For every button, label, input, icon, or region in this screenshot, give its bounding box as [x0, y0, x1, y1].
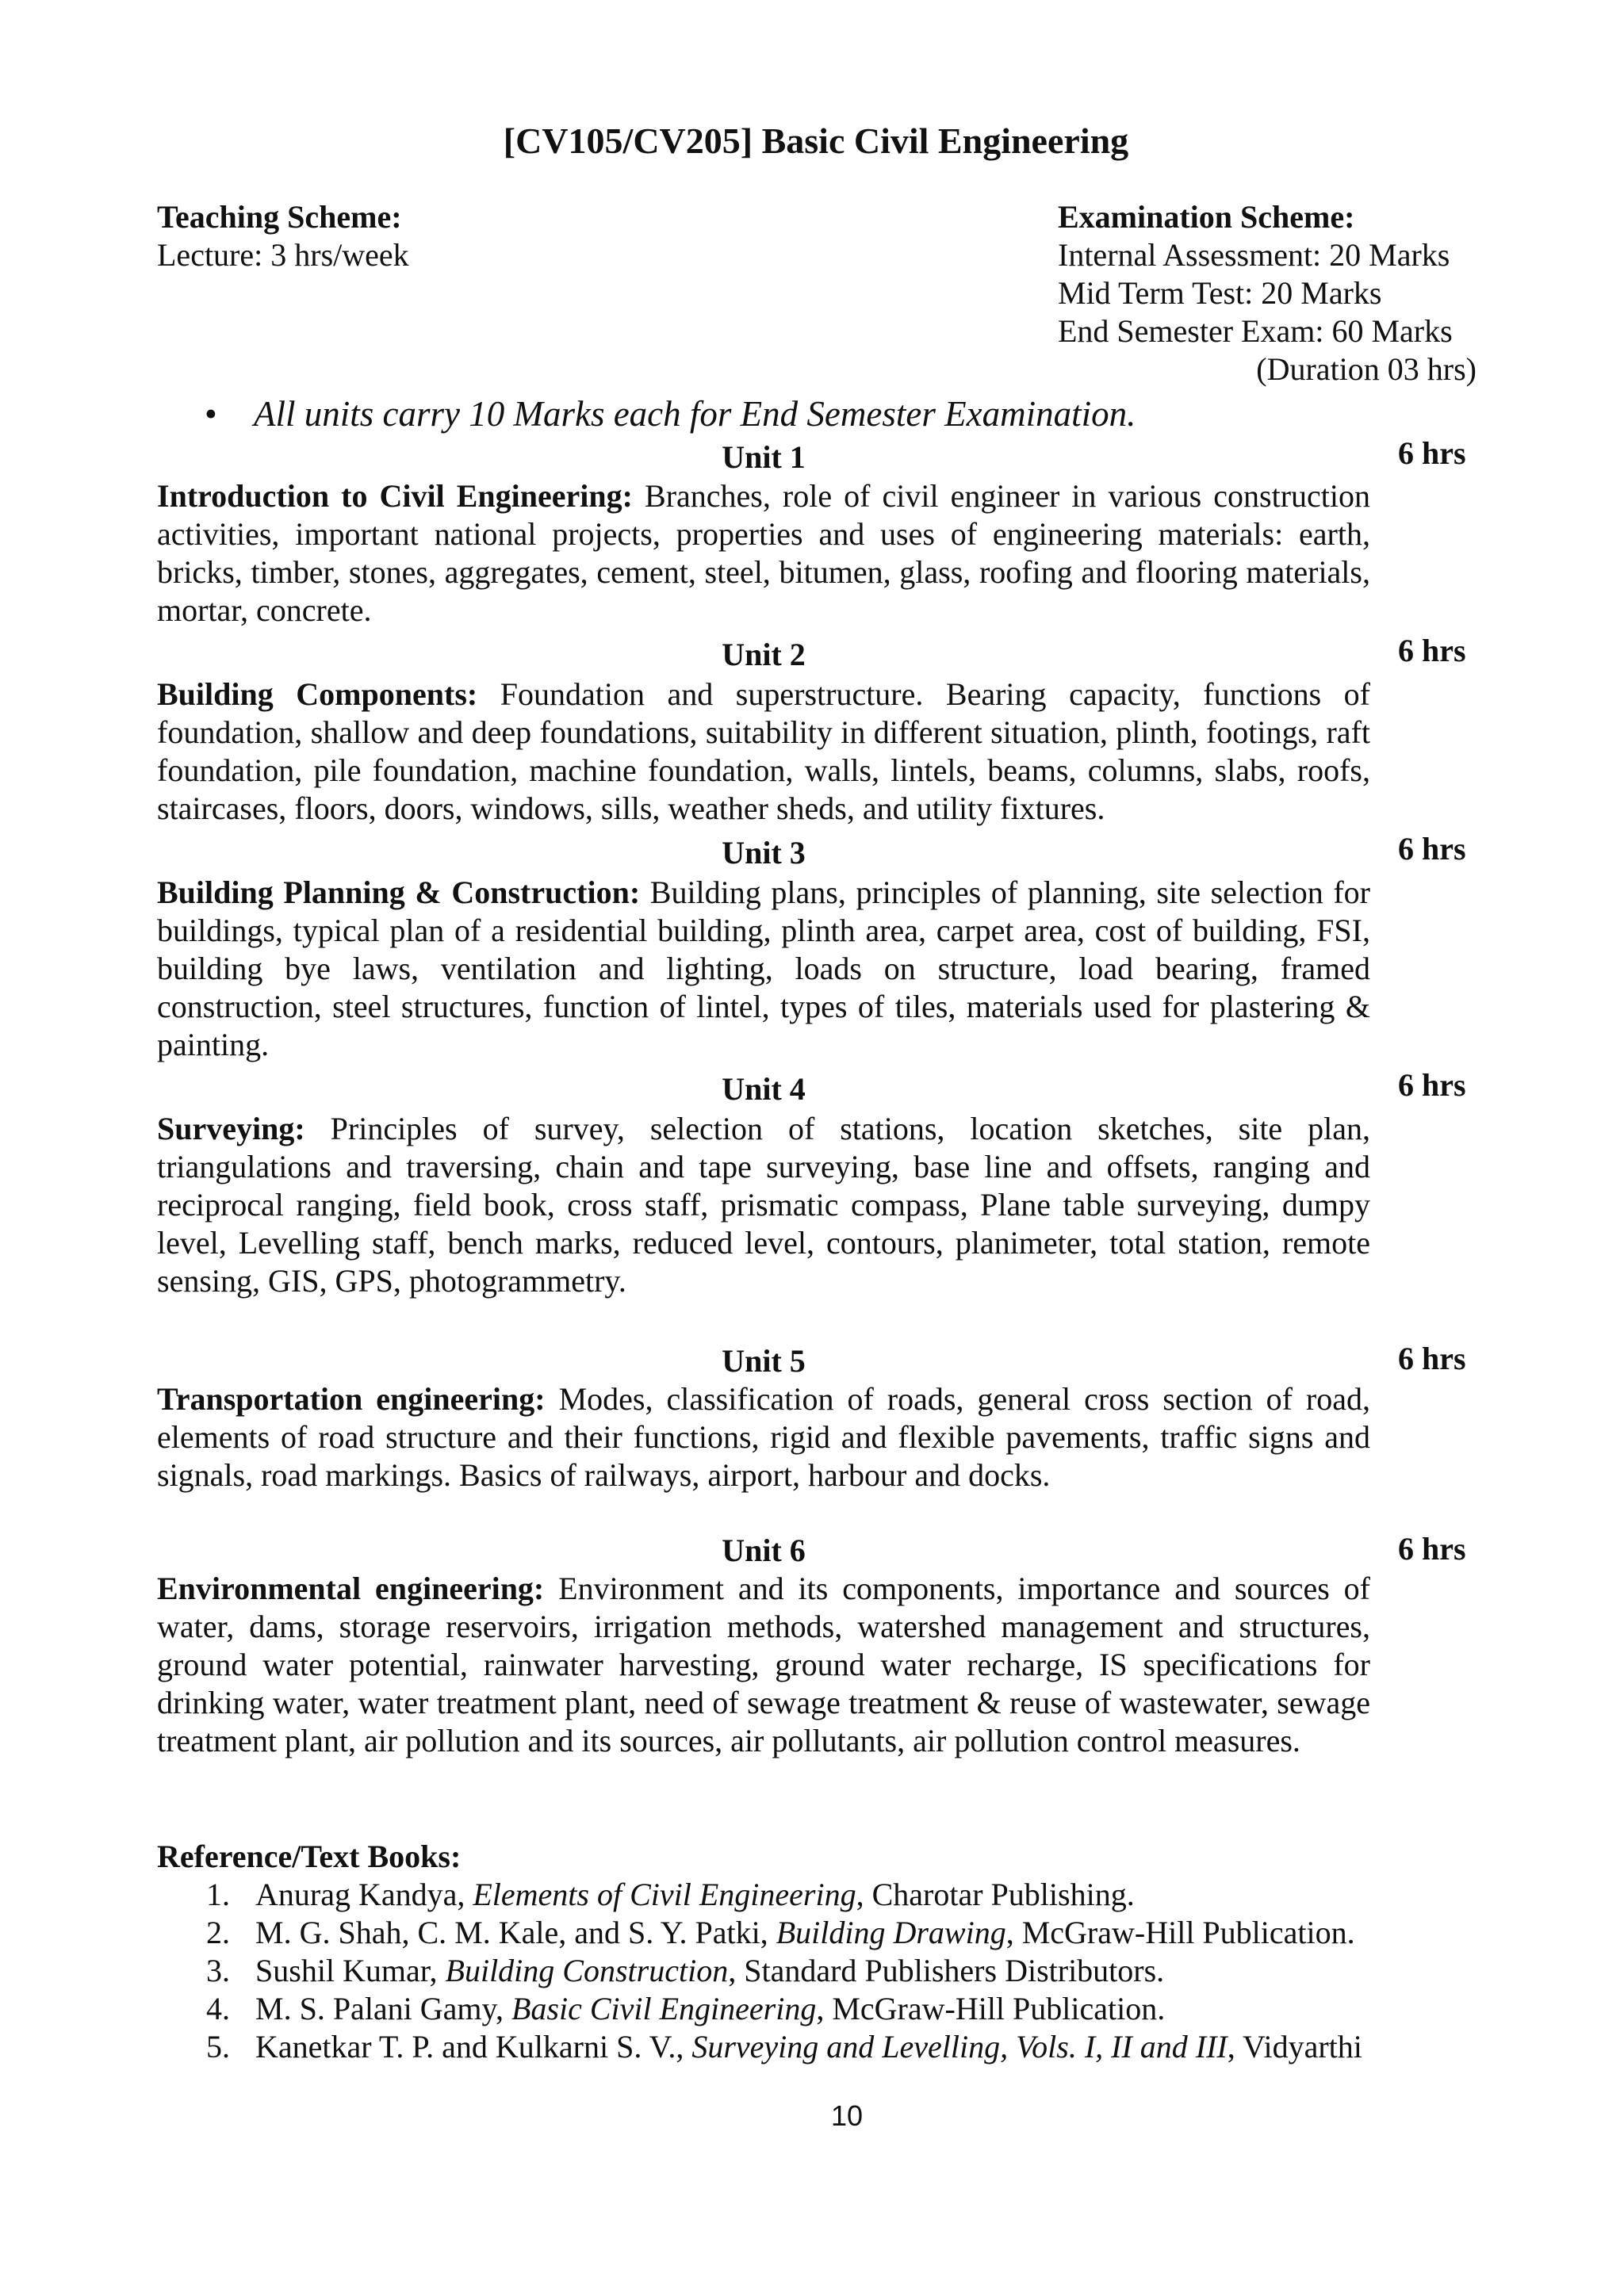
- reference-title: Building Drawing: [776, 1915, 1006, 1950]
- unit-2-topic: Building Components:: [157, 676, 478, 712]
- reference-text: [255, 2028, 1362, 2066]
- reference-title: Surveying and Levelling, Vols. I, II and III: [691, 2029, 1228, 2064]
- examination-scheme: [1058, 198, 1477, 388]
- reference-publisher: , Standard Publishers Distributors.: [728, 1953, 1165, 1988]
- references-heading: Reference/Text Books:: [157, 1839, 462, 1874]
- unit-3-content: [157, 874, 1370, 1064]
- unit-3-topic: Building Planning & Construction:: [157, 874, 641, 910]
- unit-4-text: Principles of survey, selection of stations, location sketches, site plan, triangulations and traversing, chain and tape surveying, base line and offsets, ranging and reciprocal ranging, field book, cross staff, prismatic compass, Plane table surveying, dumpy level, Levelling staff, bench marks, reduced level, contours, planimeter, total station, remote sensing, GIS, GPS, photogrammetry.: [157, 1111, 1370, 1299]
- reference-number: 5.: [206, 2029, 230, 2064]
- reference-publisher: , Vidyarthi: [1227, 2029, 1362, 2064]
- reference-authors: Anurag Kandya,: [255, 1877, 473, 1912]
- unit-4-heading: Unit 4: [722, 1071, 806, 1107]
- reference-title: Building Construction: [445, 1953, 729, 1988]
- unit-6-hours: 6 hrs: [1398, 1531, 1466, 1567]
- unit-4-content: [157, 1110, 1370, 1300]
- reference-text: [255, 1990, 1165, 2028]
- marks-note: [205, 392, 1136, 435]
- unit-1-topic: Introduction to Civil Engineering:: [157, 478, 633, 514]
- reference-title: Elements of Civil Engineering: [473, 1877, 856, 1912]
- mid-term-test: Mid Term Test: 20 Marks: [1058, 275, 1382, 311]
- unit-2-content: [157, 675, 1370, 828]
- unit-3-text: Building plans, principles of planning, site selection for buildings, typical plan of a residential building, plinth area, carpet area, cost of building, FSI, building bye laws, ventilation and lighting, loads on structure, load bearing, framed construction, steel structures, function of lintel, types of tiles, materials used for plastering & painting.: [157, 874, 1371, 1062]
- reference-publisher: , McGraw-Hill Publication.: [1005, 1915, 1355, 1950]
- unit-4-topic: Surveying:: [157, 1111, 305, 1146]
- reference-item: [157, 1876, 1489, 1914]
- unit-1-text: Branches, role of civil engineer in various construction activities, important national projects, properties and uses of engineering materials: earth, bricks, timber, stones, aggregates, cement, steel, bitumen, glass, roofing and flooring materials, mortar, concrete.: [157, 478, 1370, 628]
- reference-title: Basic Civil Engineering: [511, 1991, 817, 2026]
- unit-5-topic: Transportation engineering:: [157, 1381, 546, 1417]
- unit-5-text: Modes, classification of roads, general cross section of road, elements of road structure and their functions, rigid and flexible pavements, traffic signs and signals, road markings. Basics of railways, airport, harbour and docks.: [157, 1381, 1371, 1493]
- reference-number: 1.: [206, 1877, 230, 1912]
- unit-2-hours: 6 hrs: [1398, 633, 1466, 668]
- unit-3-hours: 6 hrs: [1398, 831, 1466, 867]
- reference-item: [157, 2028, 1489, 2066]
- unit-6-heading: Unit 6: [722, 1533, 806, 1568]
- end-semester-exam: End Semester Exam: 60 Marks: [1058, 313, 1453, 349]
- unit-4-hours: 6 hrs: [1398, 1067, 1466, 1103]
- unit-6-content: [157, 1570, 1370, 1760]
- reference-authors: Sushil Kumar,: [255, 1953, 446, 1988]
- unit-2-heading: Unit 2: [722, 637, 806, 672]
- unit-1-hours: 6 hrs: [1398, 435, 1466, 471]
- reference-text: [255, 1914, 1355, 1952]
- unit-5-heading: Unit 5: [722, 1343, 806, 1379]
- page-number: 10: [830, 2099, 864, 2132]
- reference-text: [255, 1876, 1135, 1914]
- exam-duration: (Duration 03 hrs): [1256, 351, 1477, 387]
- unit-5-hours: 6 hrs: [1398, 1341, 1466, 1376]
- reference-number: 2.: [206, 1915, 230, 1950]
- reference-list: [157, 1876, 1489, 2066]
- page-title: [CV105/CV205] Basic Civil Engineering: [503, 121, 1129, 161]
- reference-publisher: , Charotar Publishing.: [856, 1877, 1135, 1912]
- reference-authors: Kanetkar T. P. and Kulkarni S. V.,: [255, 2029, 692, 2064]
- unit-6-topic: Environmental engineering:: [157, 1571, 545, 1606]
- examination-scheme-heading: Examination Scheme:: [1058, 199, 1355, 235]
- unit-3-heading: Unit 3: [722, 835, 806, 871]
- reference-authors: M. G. Shah, C. M. Kale, and S. Y. Patki,: [255, 1915, 776, 1950]
- teaching-scheme: [157, 198, 409, 274]
- reference-number: 4.: [206, 1991, 230, 2026]
- lecture-hours: Lecture: 3 hrs/week: [157, 237, 409, 273]
- unit-6-text: Environment and its components, importance and sources of water, dams, storage reservoirs, irrigation methods, watershed management and structures, ground water potential, rainwater harvesting, ground water recharge, IS specifications for drinking water, water treatment plant, need of sewage treatment & reuse of wastewater, sewage treatment plant, air pollution and its sources, air pollutants, air pollution control measures.: [157, 1571, 1371, 1758]
- marks-note-text: All units carry 10 Marks each for End Semester Examination.: [254, 394, 1136, 434]
- reference-item: [157, 1914, 1489, 1952]
- internal-assessment: Internal Assessment: 20 Marks: [1058, 237, 1450, 273]
- reference-authors: M. S. Palani Gamy,: [255, 1991, 511, 2026]
- reference-item: [157, 1990, 1489, 2028]
- reference-text: [255, 1952, 1164, 1990]
- unit-1-heading: Unit 1: [722, 439, 806, 475]
- bullet-icon: •: [205, 394, 217, 434]
- unit-1-content: [157, 477, 1370, 629]
- reference-publisher: , McGraw-Hill Publication.: [816, 1991, 1166, 2026]
- unit-2-text: Foundation and superstructure. Bearing capacity, functions of foundation, shallow and deep foundations, suitability in different situation, plinth, footings, raft foundation, pile foundation, machine foundation, walls, lintels, beams, columns, slabs, roofs, staircases, floors, doors, windows, sills, weather sheds, and utility fixtures.: [157, 676, 1370, 826]
- unit-5-content: [157, 1380, 1370, 1494]
- teaching-scheme-heading: Teaching Scheme:: [157, 199, 402, 235]
- reference-item: [157, 1952, 1489, 1990]
- reference-number: 3.: [206, 1953, 230, 1988]
